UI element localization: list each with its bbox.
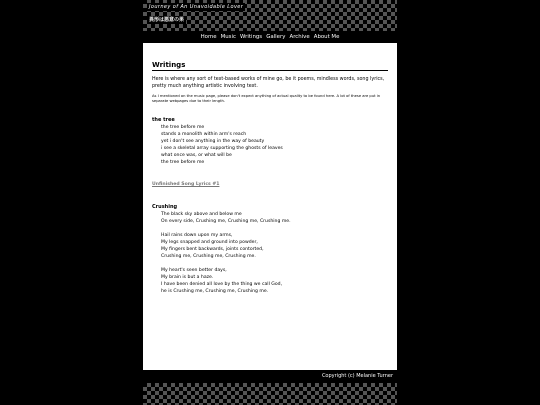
song-title: Crushing — [152, 204, 178, 210]
lyric-line: Hail rains down upon my arms, — [161, 233, 233, 238]
lyric-line: My heart's seen better days, — [161, 268, 227, 273]
nav-link-music[interactable]: Music — [220, 34, 236, 40]
lyric-line: The black sky above and below me — [161, 212, 242, 217]
poem-line: i see a skeletal array supporting the ghosts of leaves — [161, 146, 283, 151]
site-subtitle: 異形は悪意の果 — [149, 17, 185, 23]
lyric-line: he is Crushing me, Crushing me, Crushing me. — [161, 289, 269, 294]
intro-text: Here is where any sort of text-based works of mine go, be it poems, mindless words, song lyrics, pretty much anything artistic involving text. — [152, 77, 385, 89]
nav-link-home[interactable]: Home — [200, 34, 217, 40]
poem-line: yet i don't see anything in the way of beauty — [161, 139, 265, 144]
content-panel — [143, 43, 397, 370]
page-title: Writings — [152, 61, 388, 71]
song-body — [161, 211, 388, 295]
site-title: Journey of An Unavoidable Lover — [149, 4, 244, 10]
poem-title: the tree — [152, 117, 175, 123]
unfinished-lyrics-link[interactable]: Unfinished Song Lyrics #1 — [152, 182, 220, 187]
poem-line: the tree before me — [161, 160, 205, 165]
lyric-line: On every side, Crushing me, Crushing me, Crushing me. — [161, 219, 291, 224]
lyric-line: I have been denied all love by the thing we call God, — [161, 282, 283, 287]
lyric-line: My fingers bent backwards, joints contorted, — [161, 247, 264, 252]
poem-body — [161, 124, 388, 166]
stanza-gap — [161, 260, 388, 267]
poem-line: the tree before me — [161, 125, 205, 130]
poem-line: stands a monolith within arm's reach — [161, 132, 247, 137]
nav-link-writings[interactable]: Writings — [240, 34, 263, 40]
lyric-line: My brain is but a haze. — [161, 275, 214, 280]
footer-banner — [143, 383, 397, 405]
nav-link-archive[interactable]: Archive — [289, 34, 310, 40]
main-nav — [143, 34, 397, 41]
note-text: As I mentioned on the music page, please don't expect anything of actual quality to be found here. A lot of these are put in separate webpages due to their length. — [152, 94, 381, 103]
nav-link-about-me[interactable]: About Me — [313, 34, 340, 40]
nav-link-gallery[interactable]: Gallery — [266, 34, 286, 40]
poem-line: what once was, or what will be — [161, 153, 232, 158]
lyric-line: My legs snapped and ground into powder, — [161, 240, 258, 245]
copyright-text: Copyright (c) Melanie Turner — [321, 373, 393, 379]
stanza-gap — [161, 225, 388, 232]
lyric-line: Crushing me, Crushing me, Crushing me. — [161, 254, 256, 259]
